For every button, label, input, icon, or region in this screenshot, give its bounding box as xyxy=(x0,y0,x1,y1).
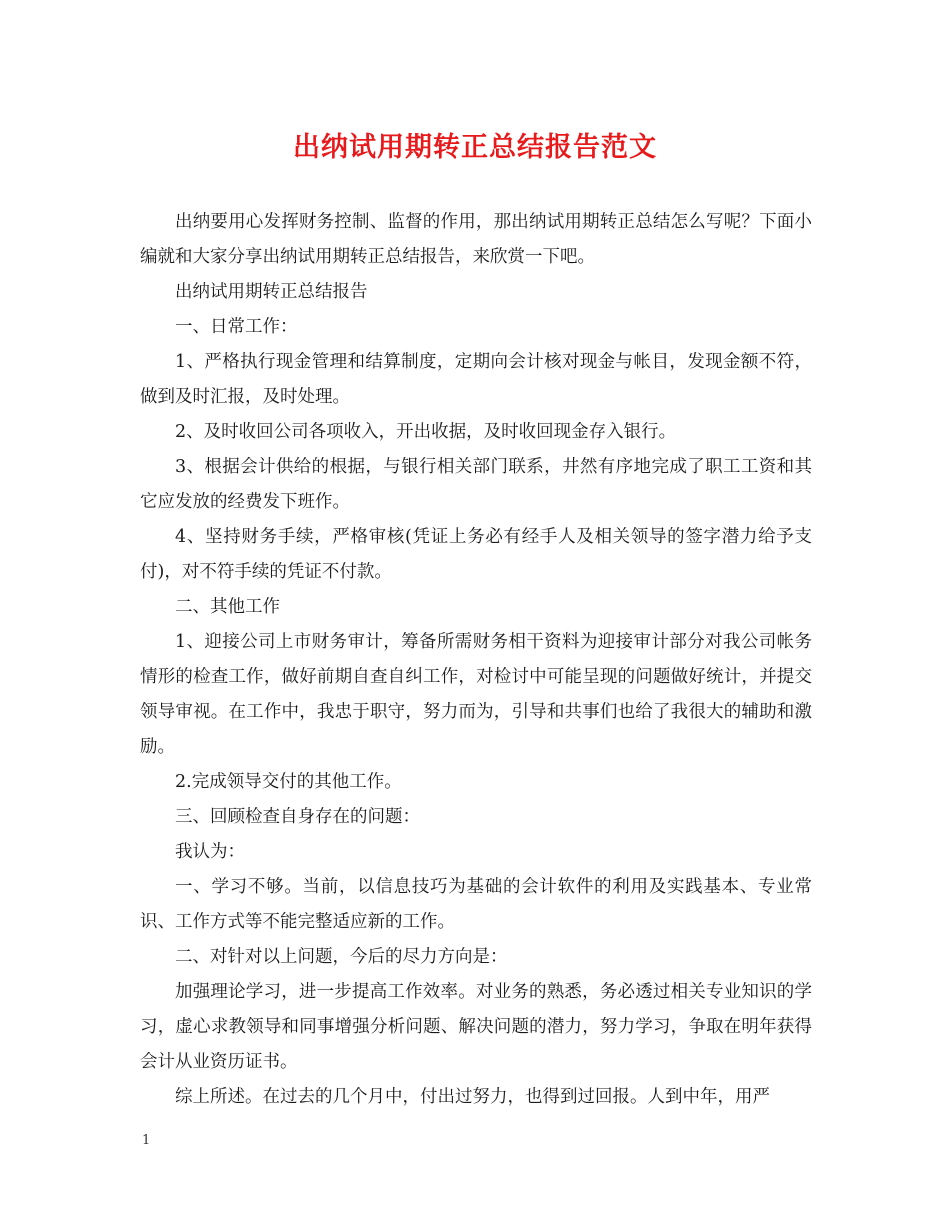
paragraph-item-2: 2、及时收回公司各项收入，开出收据，及时收回现金存入银行。 xyxy=(175,422,677,442)
paragraph-direction-heading: 二、对针对以上问题，今后的尽力方向是： xyxy=(175,947,508,967)
paragraph-problem-1: 一、学习不够。当前，以信息技巧为基础的会计软件的利用及实践基本、专业常识、工作方式等不能完整适应新的工作。 xyxy=(140,877,812,932)
paragraph-direction-detail: 加强理论学习，进一步提高工作效率。对业务的熟悉，务必透过相关专业知识的学习，虚心求教领导和同事增强分析问题、解决问题的潜力，努力学习，争取在明年获得会计从业资历证书。 xyxy=(140,982,812,1072)
paragraph-item-4: 4、坚持财务手续，严格审核(凭证上务必有经手人及相关领导的签字潜力给予支付)，对不符手续的凭证不付款。 xyxy=(140,527,812,582)
paragraph-item-3: 3、根据会计供给的根据，与银行相关部门联系，井然有序地完成了职工工资和其它应发放的经费发下班作。 xyxy=(140,457,812,512)
paragraph-other-2: 2.完成领导交付的其他工作。 xyxy=(175,772,402,792)
paragraph-other-1: 1、迎接公司上市财务审计，筹备所需财务相干资料为迎接审计部分对我公司帐务情形的检查工作，做好前期自查自纠工作，对检讨中可能呈现的问题做好统计，并提交领导审视。在工作中，我忠于职守，努力而为，引导和共事们也给了我很大的辅助和激励。 xyxy=(140,632,812,757)
paragraph-report-heading: 出纳试用期转正总结报告 xyxy=(175,282,368,302)
page-number: 1 xyxy=(142,1133,151,1148)
document-body xyxy=(140,205,812,1115)
section-heading-daily-work: 一、日常工作： xyxy=(175,317,298,337)
document-title: 出纳试用期转正总结报告范文 xyxy=(293,132,657,163)
paragraph-summary: 综上所述。在过去的几个月中，付出过努力，也得到过回报。人到中年，用严 xyxy=(175,1087,770,1107)
paragraph-intro: 出纳要用心发挥财务控制、监督的作用，那出纳试用期转正总结怎么写呢？下面小编就和大家分享出纳试用期转正总结报告，来欣赏一下吧。 xyxy=(140,212,812,267)
section-heading-review: 三、回顾检查自身存在的问题： xyxy=(175,807,420,827)
paragraph-item-1: 1、严格执行现金管理和结算制度，定期向会计核对现金与帐目，发现金额不符，做到及时汇报，及时处理。 xyxy=(140,352,812,407)
paragraph-i-think: 我认为： xyxy=(175,842,245,862)
section-heading-other-work: 二、其他工作 xyxy=(175,597,280,617)
